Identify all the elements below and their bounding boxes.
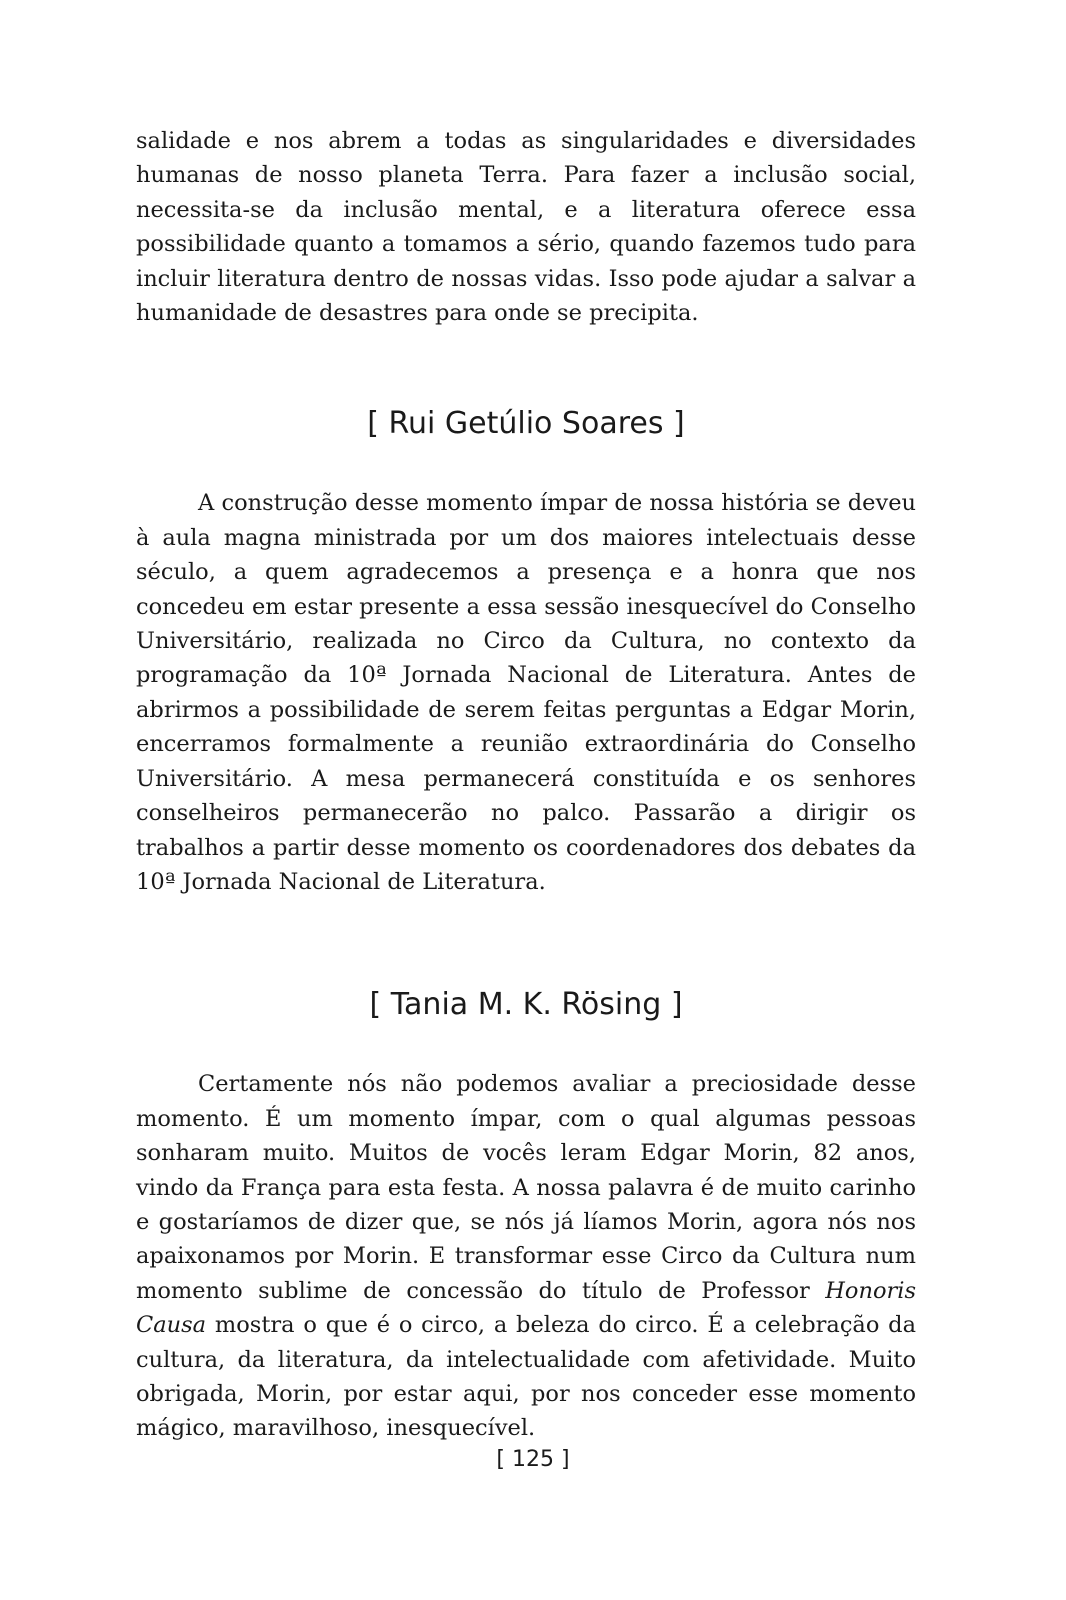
tania-paragraph-text-2: mostra o que é o circo, a beleza do circo. É a celebração da cultura, da literatura, da intelectualidade com afetividade. Muito obrigada, Morin, por estar aqui, por nos conceder esse momento mágico, maravilhoso, inesquecível.	[136, 1312, 916, 1442]
page-body	[136, 124, 916, 1446]
intro-paragraph: salidade e nos abrem a todas as singularidades e diversidades humanas de nosso planeta Terra. Para fazer a inclusão social, necessita-se da inclusão mental, e a literatura oferece essa possibilidade quanto a tomamos a sério, quando fazemos tudo para incluir literatura dentro de nossas vidas. Isso pode ajudar a salvar a humanidade de desastres para onde se precipita.	[136, 128, 916, 327]
rui-getulio-soares-paragraph: A construção desse momento ímpar de nossa história se deveu à aula magna ministrada por um dos maiores intelectuais desse século, a quem agradecemos a presença e a honra que nos concedeu em estar presente a essa sessão inesquecível do Conselho Universitário, realizada no Circo da Cultura, no contexto da programação da 10ª Jornada Nacional de Literatura. Antes de abrirmos a possibilidade de serem feitas perguntas a Edgar Morin, encerramos formalmente a reunião extraordinária do Conselho Universitário. A mesa permanecerá constituída e os senhores conselheiros permanecerão no palco. Passarão a dirigir os trabalhos a partir desse momento os coordenadores dos debates da 10ª Jornada Nacional de Literatura.	[136, 490, 916, 895]
tania-rosing-paragraph	[136, 1067, 916, 1445]
honoris-causa-italic: Honoris Causa	[136, 1277, 916, 1339]
page-number: [ 125 ]	[496, 1447, 570, 1472]
speaker-heading-tania-rosing: [ Tania M. K. Rösing ]	[369, 987, 683, 1023]
tania-paragraph-text-1: Certamente nós não podemos avaliar a preciosidade desse momento. É um momento ímpar, com o qual algumas pessoas sonharam muito. Muitos de vocês leram Edgar Morin, 82 anos, vindo da França para esta festa. A nossa palavra é de muito carinho e gostaríamos de dizer que, se nós já líamos Morin, agora nós nos apaixonamos por Morin. E transformar esse Circo da Cultura num momento sublime de concessão do título de Professor	[136, 1071, 916, 1304]
speaker-heading-rui-getulio-soares: [ Rui Getúlio Soares ]	[367, 406, 685, 442]
